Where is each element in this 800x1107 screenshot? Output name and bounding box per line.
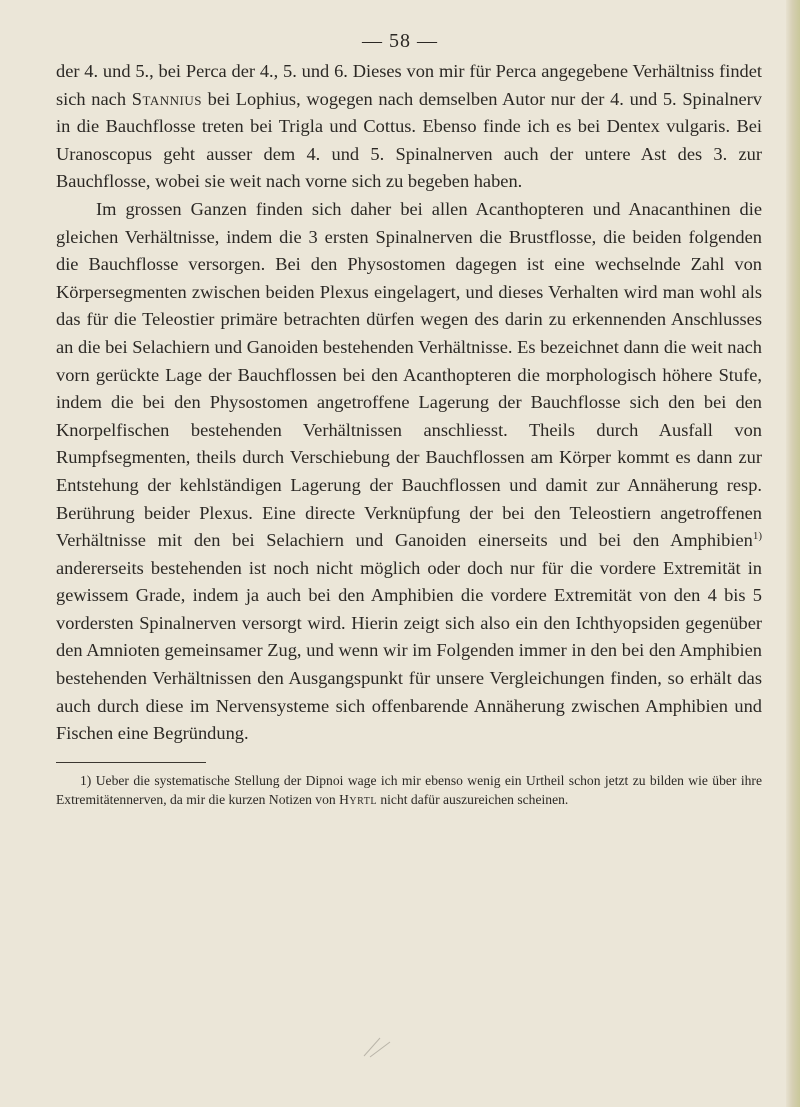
paragraph-2-text-a: Im grossen Ganzen finden sich daher bei allen Acanthopteren und Anacanthinen die gleichen Verhältnisse, indem die 3 ersten Spinalnerven die Brustflosse, die beiden folgenden die Bauchflosse versorgen. Bei den Physostomen dagegen ist eine wechselnde Zahl von Körpersegmenten zwischen beiden Plexus eingelagert, und dieses Verhalten wird man wohl als das für die Teleostier primäre betrachten dürfen wegen des darin zu erkennenden Anschlusses an die bei Selachiern und Ganoiden bestehenden Verhältnisse. Es bezeichnet dann die weit nach vorn gerückte Lage der Bauchflossen bei den Acanthopteren die morphologisch höhere Stufe, indem die bei den Physostomen angetroffene Lagerung der Bauchflosse sich den bei den Knorpelfischen bestehenden Verhältnissen anschliesst. Theils durch Ausfall von Rumpfsegmenten, theils durch Verschiebung der Bauchflossen am Körper kommt es dann zur Entstehung der kehlständigen Lagerung der Bauchflossen und damit zur Annäherung resp. Berührung beider Plexus. Eine directe Verknüpfung der bei den Teleostiern angetroffenen Verhältnisse mit den bei Selachiern und Ganoiden einerseits und bei den Amphibien (56, 198, 762, 551)
page-number: — 58 — (362, 30, 438, 52)
author-name-stannius: Stannius (131, 88, 202, 109)
paragraph-2 (56, 196, 762, 748)
author-name-hyrtl: Hyrtl (339, 791, 377, 807)
footnote-reference: 1) (752, 530, 762, 543)
footnote-text-a: Ueber die systematische Stellung der Dipnoi wage ich mir ebenso wenig ein Urtheil schon jetzt zu bilden wie über ihre Extremitätennerven, da mir die kurzen Notizen von (56, 772, 762, 807)
paragraph-2-text-b: andererseits bestehenden ist noch nicht möglich oder doch nur für die vordere Extremität in gewissem Grade, indem ja auch bei den Amphibien die vordere Extremität von den 4 bis 5 vordersten Spinalnerven versorgt wird. Hierin zeigt sich also ein den Ichthyopsiden gegenüber den Amnioten gemeinsamer Zug, und wenn wir im Folgenden immer in den bei den Amphibien bestehenden Verhältnissen den Ausgangspunkt für unsere Vergleichungen finden, so erhält das auch durch diese im Nervensysteme sich offenbarende Annäherung zwischen Amphibien und Fischen eine Begründung. (56, 557, 762, 744)
footnote-text-b: nicht dafür auszureichen scheinen. (376, 791, 569, 807)
footnote (56, 771, 762, 809)
footnote-divider (56, 762, 206, 763)
footnote-marker: 1) (80, 772, 92, 788)
paragraph-1-text-a: der 4. und 5., bei Perca der 4., 5. und 6. Dieses von mir für Perca angegebene Verhältniss findet sich nach (56, 61, 762, 109)
paragraph-1 (56, 58, 762, 196)
paragraph-1-text-b: bei Lophius, wogegen nach demselben Autor nur der 4. und 5. Spinalnerv in die Bauchflosse treten bei Trigla und Cottus. Ebenso finde ich es bei Dentex vulgaris. Bei Uranoscopus geht ausser dem 4. und 5. Spinalnerven auch der untere Ast des 3. zur Bauchflosse, wobei sie weit nach vorne sich zu begeben haben. (56, 88, 762, 192)
ink-smudge (360, 1030, 400, 1060)
body-text (56, 58, 762, 809)
page-edge (786, 0, 800, 1107)
